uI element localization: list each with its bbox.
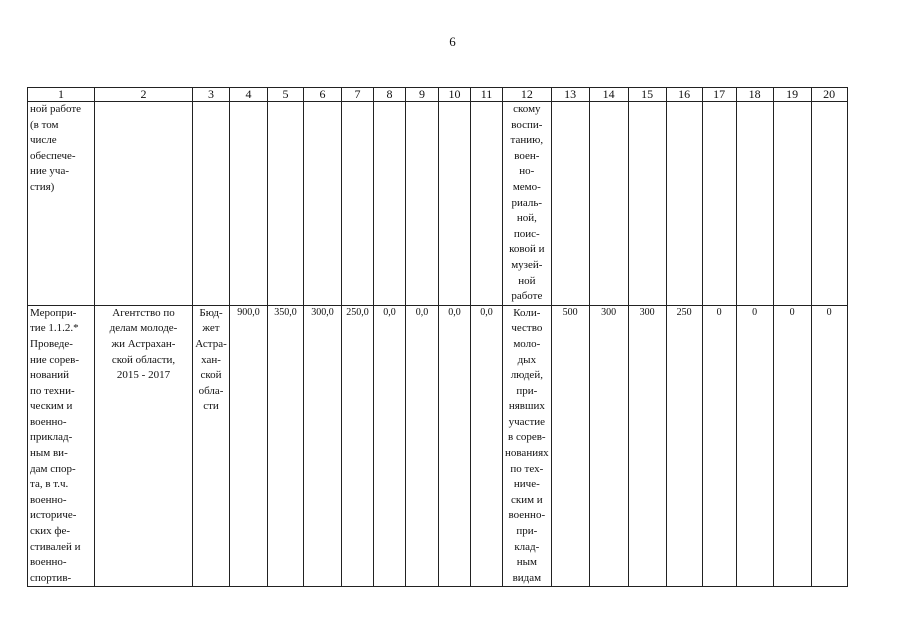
indicator-value-cell: 250 — [666, 305, 702, 587]
column-number: 19 — [773, 88, 811, 102]
table-cell — [193, 102, 230, 306]
table-cell — [230, 102, 268, 306]
amount-cell: 250,0 — [342, 305, 374, 587]
column-number: 12 — [503, 88, 552, 102]
program-table — [27, 87, 848, 587]
column-number: 13 — [551, 88, 589, 102]
table-cell — [589, 102, 628, 306]
amount-cell: 350,0 — [268, 305, 304, 587]
column-number: 18 — [736, 88, 773, 102]
table-cell — [95, 102, 193, 306]
column-number: 5 — [268, 88, 304, 102]
table-row — [28, 102, 848, 306]
column-number: 14 — [589, 88, 628, 102]
table-row — [28, 305, 848, 587]
column-number: 9 — [406, 88, 439, 102]
column-number: 16 — [666, 88, 702, 102]
indicator-value-cell: 300 — [589, 305, 628, 587]
table-cell — [773, 102, 811, 306]
funding-source-cell: Бюд- жет Астра- хан- ской обла- сти — [193, 305, 230, 587]
column-number: 15 — [628, 88, 666, 102]
table-cell — [471, 102, 503, 306]
column-number: 1 — [28, 88, 95, 102]
indicator-cell: Коли- чество моло- дых людей, при- нявших участие в сорев- нованиях по тех- ниче- ским и военно- при- клад- ным видам — [503, 305, 552, 587]
table-cell — [304, 102, 342, 306]
column-number-row — [28, 88, 848, 102]
indicator-value-cell: 0 — [811, 305, 847, 587]
amount-cell: 900,0 — [230, 305, 268, 587]
table-cell — [666, 102, 702, 306]
indicator-value-cell: 0 — [773, 305, 811, 587]
table-cell — [551, 102, 589, 306]
indicator-value-cell: 300 — [628, 305, 666, 587]
column-number: 10 — [439, 88, 471, 102]
table-cell — [439, 102, 471, 306]
column-number: 6 — [304, 88, 342, 102]
column-number: 20 — [811, 88, 847, 102]
column-number: 3 — [193, 88, 230, 102]
indicator-value-cell: 500 — [551, 305, 589, 587]
indicator-value-cell: 0 — [702, 305, 736, 587]
table-cell — [811, 102, 847, 306]
indicator-value-cell: 0 — [736, 305, 773, 587]
table-cell — [406, 102, 439, 306]
column-number: 17 — [702, 88, 736, 102]
column-number: 11 — [471, 88, 503, 102]
table-cell — [374, 102, 406, 306]
amount-cell: 0,0 — [374, 305, 406, 587]
column-number: 8 — [374, 88, 406, 102]
activity-name-cell: ной работе (в том числе обеспече- ние уча- стия) — [28, 102, 95, 306]
amount-cell: 0,0 — [406, 305, 439, 587]
executor-cell: Агентство по делам молоде- жи Астрахан- ской области, 2015 - 2017 — [95, 305, 193, 587]
table-cell — [736, 102, 773, 306]
page-number: 6 — [449, 34, 456, 49]
activity-name-cell: Меропри- тие 1.1.2.* Проведе- ние сорев- нований по техни- ческим и военно- приклад- ным ви- дам спор- та, в т.ч. военно- историче- ских фе- стивалей и военно- спортив- — [28, 305, 95, 587]
amount-cell: 0,0 — [471, 305, 503, 587]
indicator-cell: скому воспи- танию, воен- но- мемо- риаль- ной, поис- ковой и музей- ной работе — [503, 102, 552, 306]
column-number: 7 — [342, 88, 374, 102]
table-cell — [702, 102, 736, 306]
table-cell — [268, 102, 304, 306]
column-number: 4 — [230, 88, 268, 102]
amount-cell: 0,0 — [439, 305, 471, 587]
table-cell — [342, 102, 374, 306]
table-cell — [628, 102, 666, 306]
column-number: 2 — [95, 88, 193, 102]
amount-cell: 300,0 — [304, 305, 342, 587]
